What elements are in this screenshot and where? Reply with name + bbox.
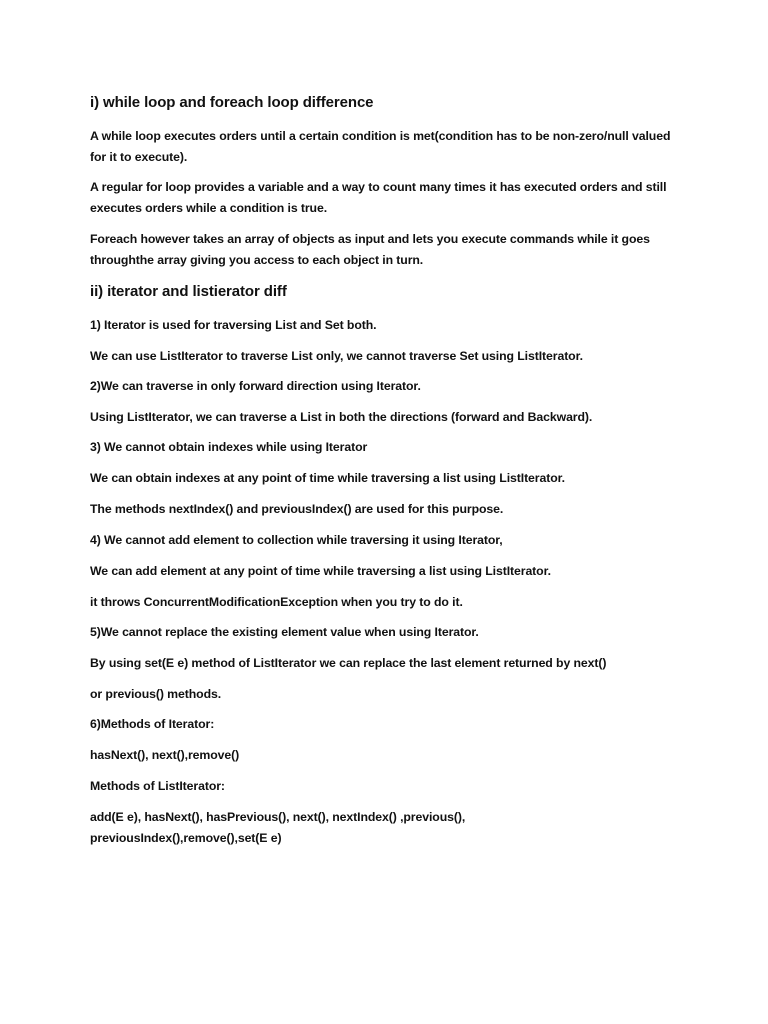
line-14: 6)Methods of Iterator:: [90, 717, 215, 731]
line-3: 2)We can traverse in only forward direction using Iterator.: [90, 379, 421, 393]
paragraph-for-loop: A regular for loop provides a variable and a way to count many times it has executed orders and still executes orders while a condition is true.: [90, 180, 667, 215]
line-1: 1) Iterator is used for traversing List and Set both.: [90, 318, 377, 332]
line-13: or previous() methods.: [90, 687, 222, 701]
paragraph-foreach-loop: Foreach however takes an array of objects as input and lets you execute commands while it goes throughthe array giving you access to each object in turn.: [90, 232, 650, 267]
line-5: 3) We cannot obtain indexes while using Iterator: [90, 440, 368, 454]
line-10: it throws ConcurrentModificationException when you try to do it.: [90, 595, 463, 609]
line-16: Methods of ListIterator:: [90, 779, 225, 793]
line-9: We can add element at any point of time while traversing a list using ListIterator.: [90, 564, 551, 578]
section-heading-iterators: ii) iterator and listierator diff: [90, 283, 287, 300]
line-11: 5)We cannot replace the existing element value when using Iterator.: [90, 625, 479, 639]
line-12: By using set(E e) method of ListIterator we can replace the last element returned by next(): [90, 656, 607, 670]
line-8: 4) We cannot add element to collection while traversing it using Iterator,: [90, 533, 503, 547]
paragraph-while-loop: A while loop executes orders until a certain condition is met(condition has to be non-zero/null valued for it to execute).: [90, 129, 671, 164]
line-15: hasNext(), next(),remove(): [90, 748, 240, 762]
line-2: We can use ListIterator to traverse List only, we cannot traverse Set using ListIterator.: [90, 349, 583, 363]
line-4: Using ListIterator, we can traverse a List in both the directions (forward and Backward).: [90, 410, 593, 424]
line-6: We can obtain indexes at any point of time while traversing a list using ListIterator.: [90, 471, 565, 485]
section-heading-loops: i) while loop and foreach loop difference: [90, 94, 374, 111]
line-17: add(E e), hasNext(), hasPrevious(), next(), nextIndex() ,previous(), previousIndex(),remove(),set(E e): [90, 810, 466, 845]
line-7: The methods nextIndex() and previousIndex() are used for this purpose.: [90, 502, 504, 516]
